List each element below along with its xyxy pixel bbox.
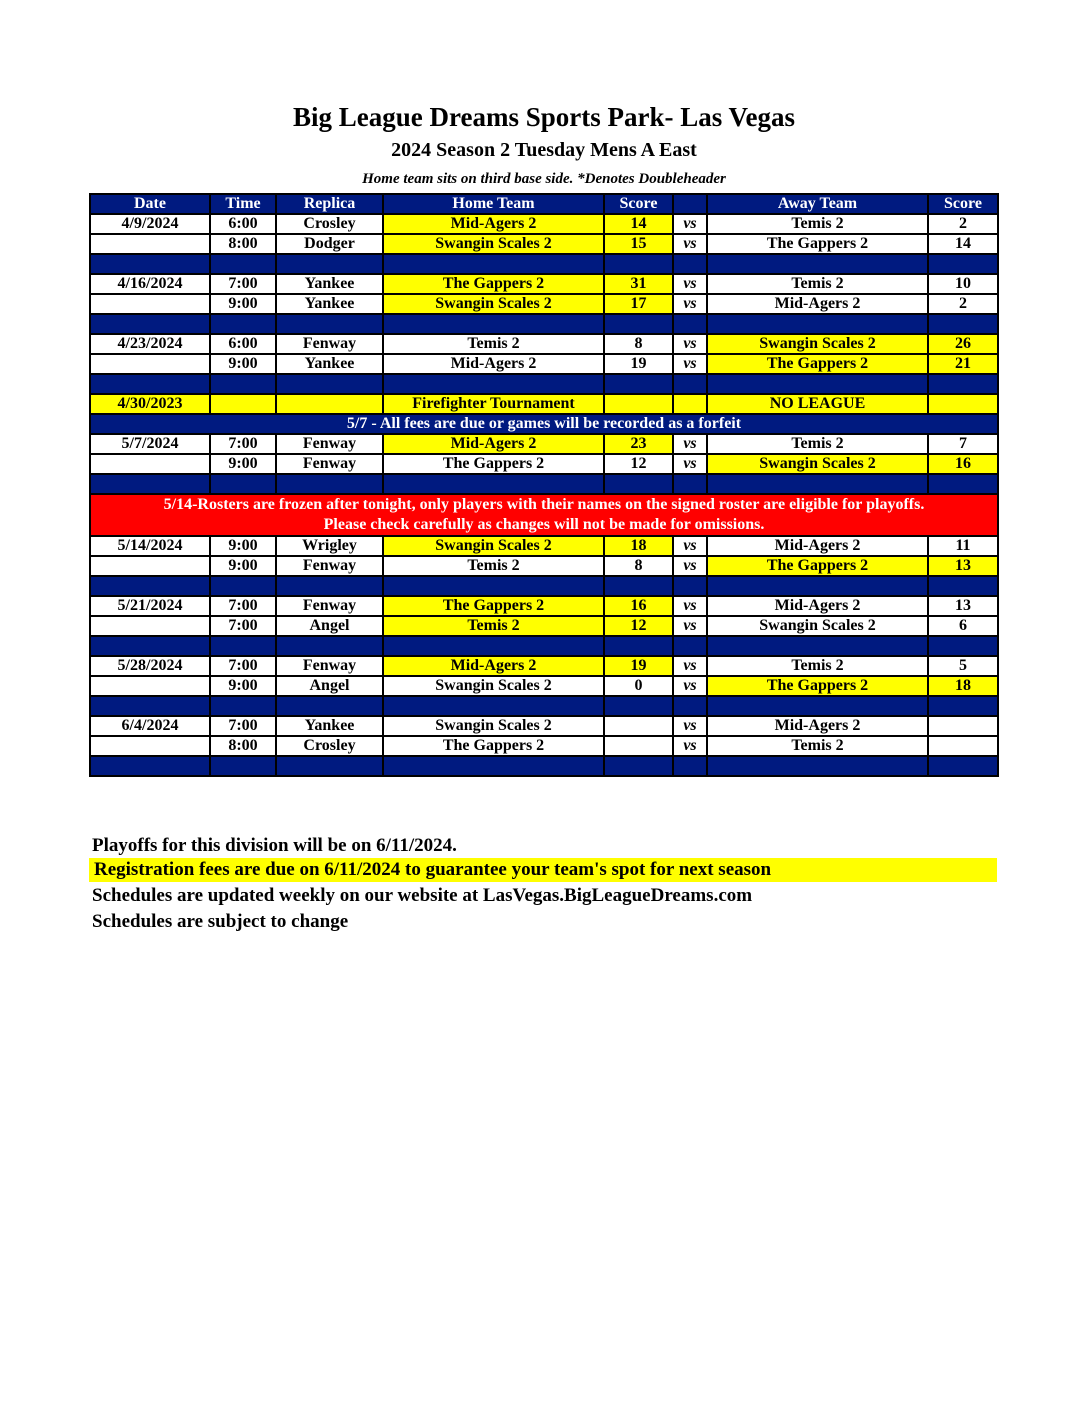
game-time: 7:00 <box>210 716 276 736</box>
home-score: 18 <box>604 536 673 556</box>
away-score: 7 <box>928 434 998 454</box>
home-score: 23 <box>604 434 673 454</box>
vs-label: vs <box>673 656 707 676</box>
spacer-cell <box>276 576 383 596</box>
spacer-row <box>90 756 998 776</box>
game-time: 7:00 <box>210 274 276 294</box>
col-header-home-team: Home Team <box>383 194 604 214</box>
game-field: Yankee <box>276 294 383 314</box>
spacer-cell <box>928 636 998 656</box>
spacer-cell <box>276 756 383 776</box>
roster-alert-line2: Please check carefully as changes will not be made for omissions. <box>323 516 765 533</box>
spacer-cell <box>604 576 673 596</box>
away-team: Mid-Agers 2 <box>707 596 928 616</box>
game-field: Dodger <box>276 234 383 254</box>
game-time: 7:00 <box>210 434 276 454</box>
vs-label: vs <box>673 234 707 254</box>
schedule-table <box>89 193 999 777</box>
spacer-cell <box>90 474 210 494</box>
home-score: 19 <box>604 354 673 374</box>
home-team: The Gappers 2 <box>383 596 604 616</box>
spacer-cell <box>604 756 673 776</box>
spacer-cell <box>928 576 998 596</box>
spacer-cell <box>383 756 604 776</box>
special-status: NO LEAGUE <box>707 394 928 414</box>
game-time: 6:00 <box>210 334 276 354</box>
game-field: Angel <box>276 616 383 636</box>
table-row <box>90 434 998 454</box>
home-score: 19 <box>604 656 673 676</box>
table-row <box>90 676 998 696</box>
spacer-cell <box>210 314 276 334</box>
game-time: 9:00 <box>210 454 276 474</box>
game-time: 9:00 <box>210 556 276 576</box>
spacer-cell <box>604 636 673 656</box>
away-score: 10 <box>928 274 998 294</box>
spacer-row <box>90 474 998 494</box>
vs-label: vs <box>673 536 707 556</box>
away-team: Swangin Scales 2 <box>707 616 928 636</box>
game-field: Wrigley <box>276 536 383 556</box>
away-team: Swangin Scales 2 <box>707 454 928 474</box>
spacer-row <box>90 314 998 334</box>
fees-notice: 5/7 - All fees are due or games will be recorded as a forfeit <box>90 414 998 434</box>
spacer-cell <box>673 254 707 274</box>
vs-label: vs <box>673 676 707 696</box>
game-field: Fenway <box>276 434 383 454</box>
special-date: 4/30/2023 <box>90 394 210 414</box>
spacer-cell <box>707 576 928 596</box>
spacer-cell <box>928 254 998 274</box>
home-team: Mid-Agers 2 <box>383 214 604 234</box>
away-team: The Gappers 2 <box>707 676 928 696</box>
spacer-cell <box>707 636 928 656</box>
spacer-cell <box>707 374 928 394</box>
spacer-cell <box>383 636 604 656</box>
home-score: 15 <box>604 234 673 254</box>
away-score: 6 <box>928 616 998 636</box>
col-header-away-team: Away Team <box>707 194 928 214</box>
spacer-cell <box>210 756 276 776</box>
game-date <box>90 354 210 374</box>
roster-alert <box>90 494 998 536</box>
spacer-cell <box>707 756 928 776</box>
spacer-cell <box>673 314 707 334</box>
spacer-cell <box>604 374 673 394</box>
spacer-cell <box>383 314 604 334</box>
col-header-date: Date <box>90 194 210 214</box>
game-field: Yankee <box>276 274 383 294</box>
away-score: 11 <box>928 536 998 556</box>
away-team: Mid-Agers 2 <box>707 536 928 556</box>
spacer-cell <box>276 374 383 394</box>
table-row <box>90 334 998 354</box>
home-team: Mid-Agers 2 <box>383 434 604 454</box>
vs-label: vs <box>673 354 707 374</box>
away-team: Temis 2 <box>707 434 928 454</box>
table-row <box>90 214 998 234</box>
schedule-body <box>90 214 998 776</box>
game-time: 6:00 <box>210 214 276 234</box>
game-field: Crosley <box>276 736 383 756</box>
no-league-row <box>90 394 998 414</box>
home-score: 8 <box>604 334 673 354</box>
col-header-vs <box>673 194 707 214</box>
table-row <box>90 454 998 474</box>
table-row <box>90 234 998 254</box>
game-field: Fenway <box>276 334 383 354</box>
home-team: The Gappers 2 <box>383 454 604 474</box>
vs-label: vs <box>673 434 707 454</box>
home-score: 14 <box>604 214 673 234</box>
table-row <box>90 294 998 314</box>
spacer-cell <box>928 696 998 716</box>
spacer-cell <box>673 636 707 656</box>
vs-label: vs <box>673 596 707 616</box>
away-team: Swangin Scales 2 <box>707 334 928 354</box>
spacer-cell <box>707 474 928 494</box>
game-time: 9:00 <box>210 354 276 374</box>
special-vs <box>673 394 707 414</box>
home-team: Mid-Agers 2 <box>383 354 604 374</box>
spacer-cell <box>707 254 928 274</box>
home-score: 12 <box>604 616 673 636</box>
table-row <box>90 736 998 756</box>
away-team: Mid-Agers 2 <box>707 716 928 736</box>
spacer-cell <box>673 756 707 776</box>
game-field: Yankee <box>276 354 383 374</box>
spacer-cell <box>90 756 210 776</box>
game-time: 9:00 <box>210 294 276 314</box>
spacer-cell <box>673 696 707 716</box>
away-team: Temis 2 <box>707 214 928 234</box>
game-time: 7:00 <box>210 596 276 616</box>
home-team: Mid-Agers 2 <box>383 656 604 676</box>
game-date <box>90 556 210 576</box>
game-field: Fenway <box>276 596 383 616</box>
spacer-cell <box>383 576 604 596</box>
col-header-field: Replica <box>276 194 383 214</box>
table-row <box>90 616 998 636</box>
game-time: 8:00 <box>210 234 276 254</box>
away-score: 14 <box>928 234 998 254</box>
away-score <box>928 716 998 736</box>
away-team: The Gappers 2 <box>707 234 928 254</box>
vs-label: vs <box>673 454 707 474</box>
table-row <box>90 536 998 556</box>
spacer-cell <box>210 636 276 656</box>
home-score: 12 <box>604 454 673 474</box>
spacer-cell <box>276 474 383 494</box>
away-score <box>928 736 998 756</box>
away-score: 2 <box>928 214 998 234</box>
table-header-row <box>90 194 998 214</box>
table-row <box>90 716 998 736</box>
game-date: 5/7/2024 <box>90 434 210 454</box>
spacer-cell <box>383 696 604 716</box>
away-team: The Gappers 2 <box>707 354 928 374</box>
home-score: 17 <box>604 294 673 314</box>
game-field: Fenway <box>276 656 383 676</box>
home-team: Swangin Scales 2 <box>383 676 604 696</box>
game-field: Yankee <box>276 716 383 736</box>
special-score <box>604 394 673 414</box>
game-field: Fenway <box>276 454 383 474</box>
spacer-cell <box>210 696 276 716</box>
col-header-away-score: Score <box>928 194 998 214</box>
spacer-row <box>90 576 998 596</box>
spacer-cell <box>928 374 998 394</box>
home-score: 16 <box>604 596 673 616</box>
spacer-cell <box>604 314 673 334</box>
away-score: 2 <box>928 294 998 314</box>
game-time: 8:00 <box>210 736 276 756</box>
spacer-cell <box>928 474 998 494</box>
game-date: 5/28/2024 <box>90 656 210 676</box>
game-time: 7:00 <box>210 616 276 636</box>
spacer-cell <box>90 636 210 656</box>
away-team: Temis 2 <box>707 656 928 676</box>
home-team: The Gappers 2 <box>383 736 604 756</box>
roster-alert-row <box>90 494 998 536</box>
away-score: 13 <box>928 556 998 576</box>
spacer-cell <box>276 636 383 656</box>
vs-label: vs <box>673 274 707 294</box>
footer-playoffs: Playoffs for this division will be on 6/11/2024. <box>92 835 457 856</box>
spacer-cell <box>673 474 707 494</box>
spacer-cell <box>90 314 210 334</box>
game-time: 9:00 <box>210 676 276 696</box>
home-score <box>604 716 673 736</box>
spacer-cell <box>210 254 276 274</box>
away-team: Temis 2 <box>707 274 928 294</box>
game-date: 4/23/2024 <box>90 334 210 354</box>
home-score <box>604 736 673 756</box>
footer-registration: Registration fees are due on 6/11/2024 to guarantee your team's spot for next season <box>89 858 997 882</box>
col-header-time: Time <box>210 194 276 214</box>
special-event: Firefighter Tournament <box>383 394 604 414</box>
spacer-cell <box>210 474 276 494</box>
away-score: 16 <box>928 454 998 474</box>
header-note: Home team sits on third base side. *Denotes Doubleheader <box>362 171 726 187</box>
spacer-cell <box>928 756 998 776</box>
special-field <box>276 394 383 414</box>
special-score2 <box>928 394 998 414</box>
spacer-cell <box>673 374 707 394</box>
spacer-cell <box>90 696 210 716</box>
home-team: The Gappers 2 <box>383 274 604 294</box>
game-date: 4/9/2024 <box>90 214 210 234</box>
spacer-cell <box>383 254 604 274</box>
vs-label: vs <box>673 294 707 314</box>
home-team: Temis 2 <box>383 556 604 576</box>
spacer-cell <box>383 374 604 394</box>
game-field: Crosley <box>276 214 383 234</box>
spacer-cell <box>276 254 383 274</box>
table-row <box>90 274 998 294</box>
game-date <box>90 676 210 696</box>
vs-label: vs <box>673 716 707 736</box>
vs-label: vs <box>673 616 707 636</box>
game-time: 9:00 <box>210 536 276 556</box>
page-title: Big League Dreams Sports Park- Las Vegas <box>292 102 796 132</box>
away-team: The Gappers 2 <box>707 556 928 576</box>
spacer-cell <box>383 474 604 494</box>
game-field: Fenway <box>276 556 383 576</box>
spacer-cell <box>276 696 383 716</box>
game-date: 6/4/2024 <box>90 716 210 736</box>
table-row <box>90 556 998 576</box>
spacer-cell <box>90 254 210 274</box>
game-date: 4/16/2024 <box>90 274 210 294</box>
spacer-row <box>90 696 998 716</box>
spacer-row <box>90 636 998 656</box>
spacer-cell <box>707 314 928 334</box>
game-date: 5/21/2024 <box>90 596 210 616</box>
col-header-home-score: Score <box>604 194 673 214</box>
vs-label: vs <box>673 334 707 354</box>
game-date <box>90 454 210 474</box>
game-date <box>90 234 210 254</box>
roster-alert-line1: 5/14-Rosters are frozen after tonight, only players with their names on the signed roster are eligible for playoffs. <box>163 496 925 513</box>
home-score: 31 <box>604 274 673 294</box>
vs-label: vs <box>673 556 707 576</box>
page-subtitle: 2024 Season 2 Tuesday Mens A East <box>391 139 697 161</box>
spacer-cell <box>210 374 276 394</box>
vs-label: vs <box>673 736 707 756</box>
footer-website: Schedules are updated weekly on our website at LasVegas.BigLeagueDreams.com <box>92 885 753 906</box>
spacer-cell <box>604 696 673 716</box>
game-time: 7:00 <box>210 656 276 676</box>
home-team: Swangin Scales 2 <box>383 234 604 254</box>
spacer-cell <box>210 576 276 596</box>
home-score: 0 <box>604 676 673 696</box>
game-date: 5/14/2024 <box>90 536 210 556</box>
spacer-row <box>90 254 998 274</box>
home-team: Swangin Scales 2 <box>383 294 604 314</box>
away-score: 5 <box>928 656 998 676</box>
home-team: Swangin Scales 2 <box>383 536 604 556</box>
away-team: Mid-Agers 2 <box>707 294 928 314</box>
table-row <box>90 596 998 616</box>
away-score: 21 <box>928 354 998 374</box>
spacer-cell <box>276 314 383 334</box>
away-score: 26 <box>928 334 998 354</box>
game-field: Angel <box>276 676 383 696</box>
home-score: 8 <box>604 556 673 576</box>
away-score: 18 <box>928 676 998 696</box>
game-date <box>90 294 210 314</box>
spacer-cell <box>928 314 998 334</box>
spacer-cell <box>604 474 673 494</box>
game-date <box>90 736 210 756</box>
home-team: Temis 2 <box>383 334 604 354</box>
special-time <box>210 394 276 414</box>
spacer-cell <box>707 696 928 716</box>
table-row <box>90 354 998 374</box>
vs-label: vs <box>673 214 707 234</box>
spacer-cell <box>90 374 210 394</box>
home-team: Swangin Scales 2 <box>383 716 604 736</box>
spacer-cell <box>604 254 673 274</box>
table-row <box>90 656 998 676</box>
away-team: Temis 2 <box>707 736 928 756</box>
home-team: Temis 2 <box>383 616 604 636</box>
spacer-cell <box>90 576 210 596</box>
away-score: 13 <box>928 596 998 616</box>
footer-subject: Schedules are subject to change <box>92 911 349 932</box>
game-date <box>90 616 210 636</box>
fees-notice-row <box>90 414 998 434</box>
spacer-row <box>90 374 998 394</box>
spacer-cell <box>673 576 707 596</box>
